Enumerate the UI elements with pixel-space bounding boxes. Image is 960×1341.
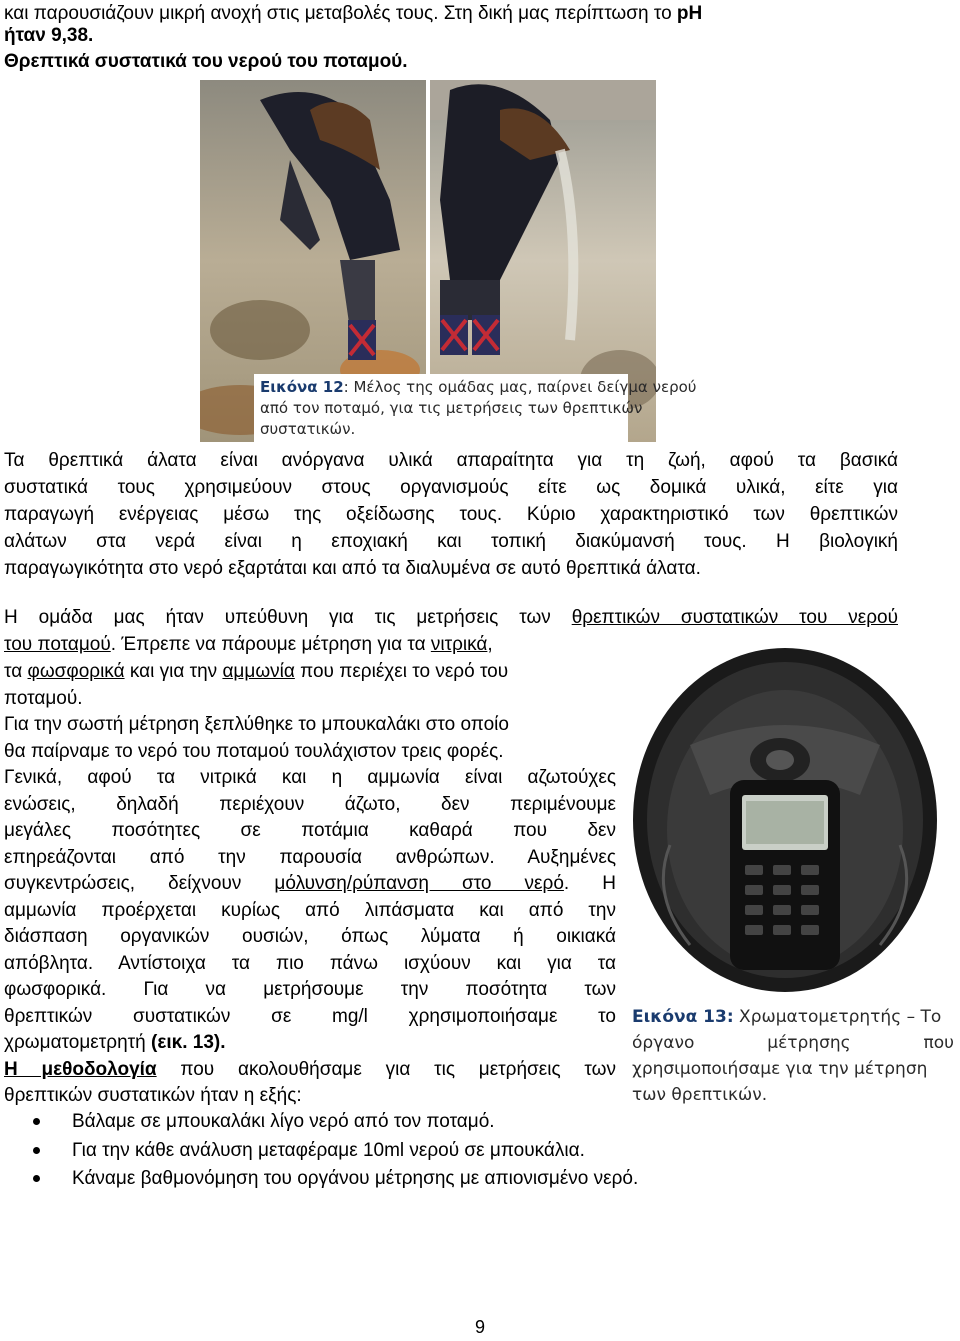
underlined-term: φωσφορικά — [27, 661, 125, 682]
caption-row — [632, 1004, 958, 1030]
text-span: τα — [4, 661, 28, 682]
para2-line-2 — [4, 631, 493, 658]
page-number: 9 — [474, 1317, 485, 1337]
text-span: , — [487, 634, 493, 655]
para2-line-6: θα παίρναμε το νερό του ποταμού τουλάχιστον τρεις φορές. — [4, 741, 504, 762]
text-span: και για την — [124, 661, 223, 682]
para2-line-15: φωσφορικά. Για να μετρήσουμε την ποσότητα των — [4, 979, 616, 1000]
para2-line-7: Γενικά, αφού τα νιτρικά και η αμμωνία είναι αζωτούχες — [4, 767, 616, 788]
para2-line-16: θρεπτικών συστατικών σε mg/l χρησιμοποιήσαμε το — [4, 1006, 616, 1027]
underlined-term: του ποταμού — [4, 634, 111, 655]
para2-line-19: θρεπτικών συστατικών ήταν η εξής: — [4, 1085, 302, 1106]
para2-line-11 — [4, 870, 616, 897]
para1-line-3: παραγωγή ενέργειας μέσω της οξείδωσης τους. Κύριο χαρακτηριστικό των θρεπτικών — [4, 504, 898, 525]
para1-line-2: συστατικά τους χρησιμεύουν στους οργανισμούς είτε ως δομικά υλικά, είτε για — [4, 477, 898, 498]
figure-13-photo — [630, 645, 940, 995]
text-span: που περιέχει το νερό του — [294, 661, 509, 682]
text-line-top-1 — [4, 0, 702, 27]
underlined-term: θρεπτικών συστατικών του νερού — [571, 607, 898, 628]
text-span: που ακολουθήσαμε για τις μετρήσεις των — [156, 1059, 616, 1080]
bullet-item-2: Για την κάθε ανάλυση μεταφέραμε 10ml νερού σε μπουκάλια. — [72, 1140, 585, 1161]
caption-text: : Μέλος της ομάδας μας, παίρνει δείγμα νερού — [343, 378, 697, 396]
para2-line-14: απόβλητα. Αντίστοιχα τα πιο πάνω ισχύουν και για τα — [4, 953, 616, 974]
methodology-term: Η μεθοδολογία — [4, 1059, 157, 1080]
para2-line-13: διάσπαση οργανικών ουσιών, όπως λύματα ή οικιακά — [4, 926, 616, 947]
section-heading: Θρεπτικά συστατικά του νερού του ποταμού. — [4, 51, 408, 72]
caption-text: μέτρησης — [767, 1033, 851, 1053]
underlined-term: μόλυνση/ρύπανση στο νερό — [274, 873, 564, 894]
text-span: . Έπρεπε να πάρουμε μέτρηση για τα — [110, 634, 431, 655]
caption-row: από τον ποταμό, για τις μετρήσεις των θρεπτικών — [260, 399, 643, 417]
caption-text: όργανο — [632, 1033, 695, 1053]
para2-line-5: Για την σωστή μέτρηση ξεπλύθηκε το μπουκαλάκι στο οποίο — [4, 714, 509, 735]
para2-line-9: μεγάλες ποσότητες σε ποτάμια καθαρά που δεν — [4, 820, 616, 841]
bullet-marker — [33, 1118, 40, 1125]
figure-12-label: Εικόνα 12 — [260, 378, 344, 396]
text-span: . Η — [563, 873, 616, 894]
underlined-term: αμμωνία — [222, 661, 295, 682]
text-span: και παρουσιάζουν μικρή ανοχή στις μεταβολές τους. Στη δική μας περίπτωση το — [4, 3, 672, 24]
bullet-item-3: Κάναμε βαθμονόμηση του οργάνου μέτρησης με απιονισμένο νερό. — [72, 1168, 639, 1189]
caption-row: χρησιμοποιήσαμε για την μέτρηση — [632, 1059, 928, 1079]
bullet-item-1: Βάλαμε σε μπουκαλάκι λίγο νερό από τον ποταμό. — [72, 1111, 495, 1132]
para2-line-4: ποταμού. — [4, 688, 83, 709]
para2-line-8: ενώσεις, δηλαδή περιέχουν άζωτο, δεν περιμένουμε — [4, 794, 616, 815]
figure-13-caption — [632, 1004, 958, 1108]
para1-line-5: παραγωγικότητα στο νερό εξαρτάται και από τα διαλυμένα σε αυτό θρεπτικά άλατα. — [4, 558, 701, 579]
text-span: χρωματομετρητή — [4, 1032, 151, 1053]
caption-row — [632, 1030, 954, 1056]
bullet-marker — [33, 1147, 40, 1154]
underlined-term: νιτρικά — [430, 634, 488, 655]
para2-line-10: επηρεάζονται από την παρουσία ανθρώπων. Αυξημένες — [4, 847, 616, 868]
para1-line-1: Τα θρεπτικά άλατα είναι ανόργανα υλικά απαραίτητα για τη ζωή, αφού τα βασικά — [4, 450, 898, 471]
caption-row: των θρεπτικών. — [632, 1085, 768, 1105]
ph-bold: pH — [676, 3, 703, 24]
para2-line-12: αμμωνία προέρχεται κυρίως από λιπάσματα και από την — [4, 900, 616, 921]
para1-line-4: αλάτων στα νερά είναι η εποχιακή και τοπική διακύμανσή τους. Η βιολογική — [4, 531, 898, 552]
para2-line-17 — [4, 1029, 226, 1056]
text-span: συγκεντρώσεις, δείχνουν — [4, 873, 275, 894]
caption-text: που — [923, 1033, 954, 1053]
caption-row — [260, 377, 697, 398]
text-span: Η ομάδα μας ήταν υπεύθυνη για τις μετρήσεις των — [4, 607, 572, 628]
figure-13-label: Εικόνα 13: — [632, 1007, 734, 1027]
para2-line-3 — [4, 658, 508, 685]
text-line-top-2: ήταν 9,38. — [4, 25, 94, 46]
figure-12-caption — [254, 374, 697, 442]
para2-line-18 — [4, 1056, 616, 1083]
caption-text: Χρωματομετρητής – Το — [733, 1007, 942, 1027]
bold-ref: (εικ. 13). — [151, 1032, 226, 1053]
para2-line-1 — [4, 604, 898, 631]
bullet-marker — [33, 1175, 40, 1182]
caption-row: συστατικών. — [260, 420, 356, 438]
